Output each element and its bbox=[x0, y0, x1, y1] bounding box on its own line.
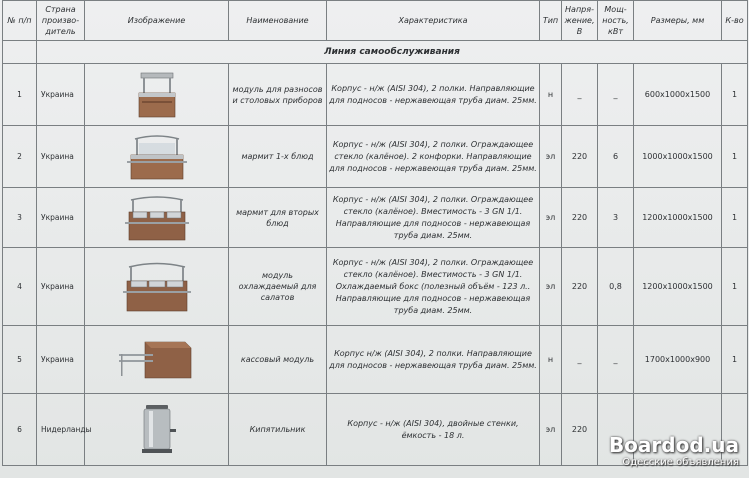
row-voltage: _ bbox=[562, 64, 598, 126]
row-spec: Корпус - н/ж (AISI 304), 2 полки. Направляющие для подносов - нержавеющая труба диам. 25мм. bbox=[327, 64, 540, 126]
row-size: 600х1000х1500 bbox=[634, 64, 722, 126]
row-type: эл bbox=[540, 394, 562, 466]
header-country: Страна произво-дитель bbox=[37, 1, 85, 41]
row-type: н bbox=[540, 326, 562, 394]
row-num: 3 bbox=[3, 188, 37, 248]
row-power: 6 bbox=[598, 126, 634, 188]
row-type: н bbox=[540, 64, 562, 126]
row-size: 1200х1000х1500 bbox=[634, 188, 722, 248]
row-type: эл bbox=[540, 126, 562, 188]
table-row bbox=[3, 326, 748, 394]
section-row bbox=[3, 41, 748, 64]
row-qty: 1 bbox=[722, 64, 748, 126]
row-qty: 1 bbox=[722, 326, 748, 394]
watermark-subtitle: Одесские объявления bbox=[622, 457, 739, 468]
row-type: эл bbox=[540, 188, 562, 248]
row-spec: Корпус н/ж (AISI 304), 2 полки. Направляющие для подносов - нержавеющая труба диам. 25мм. bbox=[327, 326, 540, 394]
row-power: 0,8 bbox=[598, 248, 634, 326]
header-num: № п/п bbox=[3, 1, 37, 41]
row-qty: 1 bbox=[722, 126, 748, 188]
row-size: 1000х1000х1500 bbox=[634, 126, 722, 188]
row-num: 6 bbox=[3, 394, 37, 466]
bain-marie-second-course-icon bbox=[85, 192, 228, 244]
row-name: мармит 1-х блюд bbox=[229, 126, 327, 188]
water-boiler-icon bbox=[85, 399, 228, 461]
header-size: Размеры, мм bbox=[634, 1, 722, 41]
row-num: 4 bbox=[3, 248, 37, 326]
row-name: модуль для разносов и столовых приборов bbox=[229, 64, 327, 126]
header-voltage: Напря-жение, В bbox=[562, 1, 598, 41]
row-power bbox=[598, 394, 634, 466]
row-country: Украина bbox=[37, 126, 85, 188]
row-type: эл bbox=[540, 248, 562, 326]
row-country: Украина bbox=[37, 248, 85, 326]
row-size: 1200х1000х1500 bbox=[634, 248, 722, 326]
row-voltage: 220 bbox=[562, 394, 598, 466]
row-spec: Корпус - н/ж (AISI 304), 2 полки. Ограждающее стекло (калёное). Вместимость - 3 GN 1/1. Направляющие для подносов - нержавеющая труба диам. 25мм. bbox=[327, 188, 540, 248]
table-row bbox=[3, 248, 748, 326]
section-title: Линия самообслуживания bbox=[37, 41, 748, 64]
header-image: Изображение bbox=[85, 1, 229, 41]
row-size: 1700х1000х900 bbox=[634, 326, 722, 394]
row-num: 1 bbox=[3, 64, 37, 126]
table-row bbox=[3, 394, 748, 466]
row-voltage: 220 bbox=[562, 188, 598, 248]
row-size bbox=[634, 394, 722, 466]
row-name: кассовый модуль bbox=[229, 326, 327, 394]
table-row bbox=[3, 64, 748, 126]
row-country: Нидерланды bbox=[37, 394, 85, 466]
row-spec: Корпус - н/ж (AISI 304), 2 полки. Ограждающее стекло (калёное). Вместимость - 3 GN 1/1. Охлаждаемый бокс (полезный объём - 123 л.. Направляющие для подносов - нержавеющая труба диам. 25мм. bbox=[327, 248, 540, 326]
bain-marie-first-course-icon bbox=[85, 131, 228, 183]
serving-module-icon bbox=[85, 69, 228, 121]
header-row bbox=[3, 1, 748, 41]
header-power: Мощ-ность, кВт bbox=[598, 1, 634, 41]
row-voltage: 220 bbox=[562, 248, 598, 326]
row-name: модуль охлаждаемый для салатов bbox=[229, 248, 327, 326]
header-name: Наименование bbox=[229, 1, 327, 41]
row-num: 2 bbox=[3, 126, 37, 188]
row-spec: Корпус - н/ж (AISI 304), двойные стенки, ёмкость - 18 л. bbox=[327, 394, 540, 466]
row-power: _ bbox=[598, 326, 634, 394]
row-power: 3 bbox=[598, 188, 634, 248]
row-spec: Корпус - н/ж (AISI 304), 2 полки. Ограждающее стекло (калёное). 2 конфорки. Направляющие для подносов - нержавеющая труба диам. 25мм. bbox=[327, 126, 540, 188]
watermark-logo: Boardod.ua bbox=[608, 433, 739, 457]
header-qty: К-во bbox=[722, 1, 748, 41]
equipment-table bbox=[2, 0, 748, 466]
cashier-module-icon bbox=[85, 332, 228, 388]
row-country: Украина bbox=[37, 64, 85, 126]
row-qty: 1 bbox=[722, 248, 748, 326]
row-voltage: 220 bbox=[562, 126, 598, 188]
row-voltage: _ bbox=[562, 326, 598, 394]
table-row bbox=[3, 126, 748, 188]
row-num: 5 bbox=[3, 326, 37, 394]
row-country: Украина bbox=[37, 188, 85, 248]
row-qty bbox=[722, 394, 748, 466]
row-power: _ bbox=[598, 64, 634, 126]
row-name: мармит для вторых блюд bbox=[229, 188, 327, 248]
header-type: Тип bbox=[540, 1, 562, 41]
row-country: Украина bbox=[37, 326, 85, 394]
cooled-salad-module-icon bbox=[85, 257, 228, 317]
table-row bbox=[3, 188, 748, 248]
row-qty: 1 bbox=[722, 188, 748, 248]
header-spec: Характеристика bbox=[327, 1, 540, 41]
row-name: Кипятильник bbox=[229, 394, 327, 466]
